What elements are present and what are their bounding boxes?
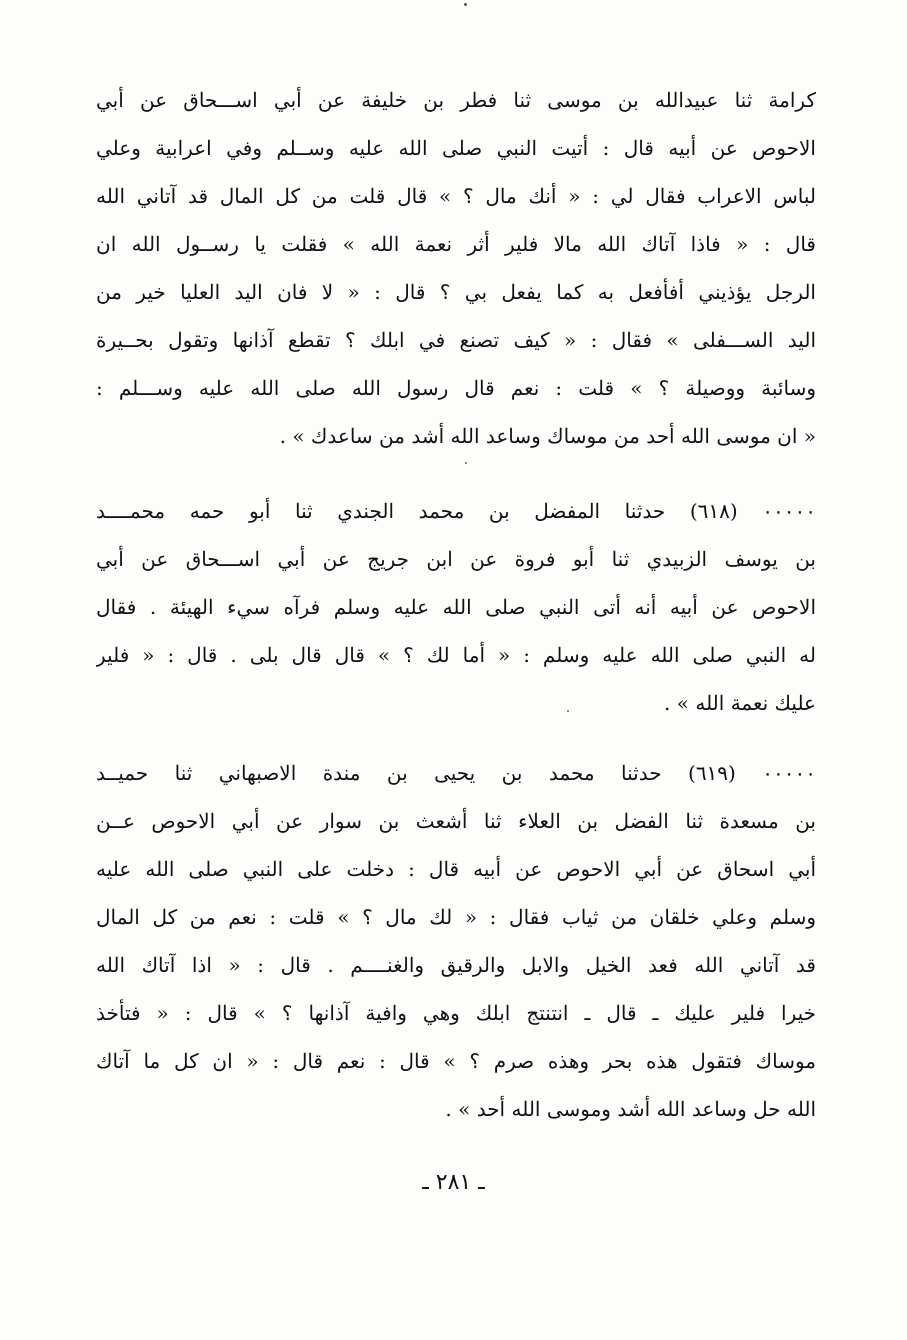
- scan-speck: [465, 462, 467, 464]
- scan-speck: [464, 3, 467, 6]
- text-line: الاحوص عن أبيه أنه أتى النبي صلى الله عليه وسلم فرآه سيء الهيئة . فقال: [96, 595, 816, 619]
- hadith-paragraph-619: [96, 749, 816, 1133]
- text-line: وسلم وعلي خلقان من ثياب فقال : « لك مال ؟ » قلت : نعم من كل المال: [96, 905, 816, 929]
- text-line: عليك نعمة الله » .: [664, 691, 816, 715]
- text-line: له النبي صلى الله عليه وسلم : « أما لك ؟ » قال قال بلى . قال : « فلير: [96, 643, 816, 667]
- text-line: الله حل وساعد الله أشد وموسى الله أحد » .: [445, 1097, 816, 1121]
- text-line: « ان موسى الله أحد من موساك وساعد الله أشد من ساعدك » .: [279, 424, 816, 448]
- text-line: بن يوسف الزبيدي ثنا أبو فروة عن ابن جريج عن أبي اســـحاق عن أبي: [96, 547, 816, 571]
- text-line: خيرا فلير عليك ـ قال ـ انتنتج ابلك وهي وافية آذانها ؟ » قال : « فتأخذ: [96, 1001, 816, 1025]
- text-line: موساك فتقول هذه بحر وهذه صرم ؟ » قال : نعم قال : « ان كل ما آتاك: [96, 1049, 816, 1073]
- text-line: قد آتاني الله فعد الخيل والابل والرقيق والغنــــم . قال : « اذا آتاك الله: [96, 953, 816, 977]
- text-line: الاحوص عن أبيه قال : أتيت النبي صلى الله عليه وســلم وفي اعرابية وعلي: [96, 136, 816, 160]
- text-line: وسائبة ووصيلة ؟ » قلت : نعم قال رسول الله صلى الله عليه وســـلم :: [96, 376, 816, 400]
- text-line: قال : « فاذا آتاك الله مالا فلير أثر نعمة الله » فقلت يا رســول الله ان: [96, 232, 816, 256]
- text-line: بن مسعدة ثنا الفضل بن العلاء ثنا أشعث بن سوار عن أبي الاحوص عــن: [96, 809, 816, 833]
- text-line: لباس الاعراب فقال لي : « أنك مال ؟ » قال قلت من كل المال قد آتاني الله: [96, 184, 816, 208]
- text-line: كرامة ثنا عبيدالله بن موسى ثنا فطر بن خليفة عن أبي اســـحاق عن أبي: [96, 88, 816, 112]
- page-number: ـ ٢٨١ ـ: [422, 1170, 485, 1195]
- hadith-paragraph-618: [96, 487, 816, 727]
- text-line: اليد الســـفلى » فقال : « كيف تصنع في ابلك ؟ تقطع آذانها وتقول بحــيرة: [96, 328, 816, 352]
- text-line: أبي اسحاق عن أبي الاحوص عن أبيه قال : دخلت على النبي صلى الله عليه: [96, 857, 816, 881]
- text-line: ٠٠٠٠٠ (٦١٨) حدثنا المفضل بن محمد الجندي ثنا أبو حمه محمــــد: [96, 499, 816, 523]
- hadith-paragraph-1: [96, 76, 816, 460]
- text-line: ٠٠٠٠٠ (٦١٩) حدثنا محمد بن يحيى بن مندة الاصبهاني ثنا حميــد: [96, 761, 816, 785]
- scan-speck: [567, 710, 569, 712]
- text-line: الرجل يؤذيني أفأفعل به كما يفعل بي ؟ قال : « لا فان اليد العليا خير من: [96, 280, 816, 304]
